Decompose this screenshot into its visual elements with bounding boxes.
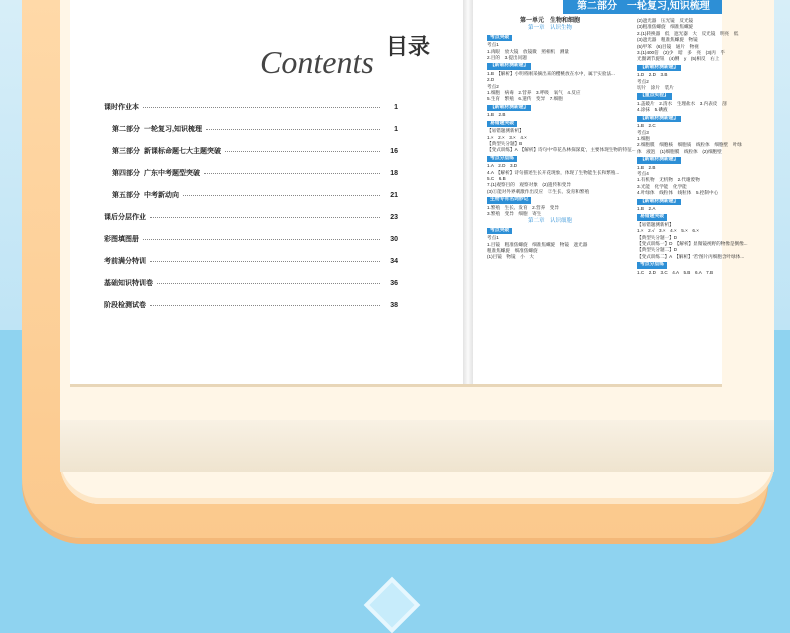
toc-leader: [206, 129, 380, 130]
toc-leader: [150, 305, 380, 306]
answer-line: 1.B 【解析】小明将刚采摘出来的樱桃放在水中，属于实验法...: [487, 70, 615, 76]
toc-leader: [143, 239, 380, 240]
toc-page-number: 1: [394, 125, 398, 133]
toc-label: 中考新动向: [144, 192, 179, 199]
toc-part: 第五部分: [112, 192, 140, 199]
stand-shelf: [60, 420, 774, 472]
answer-line: 7.(1)观察目的 观察对象 (2)遗传和变异: [487, 182, 571, 188]
answer-page: [473, 0, 748, 384]
answer-tag-row: [487, 103, 613, 112]
answer-line: 光圈调节旋钮 (4)侧 y (5)相反 右上: [637, 56, 720, 62]
answer-tag: 【新载材测新题】: [637, 116, 681, 122]
answer-tag-row: [637, 155, 721, 164]
answer-line: (5)甲苯 (6)目镜 通片 物视: [637, 43, 699, 49]
open-book: [70, 0, 748, 384]
toc-row: [104, 184, 398, 206]
answer-line: 1.细胞 病毒 2.营养 3.呼吸 氧气 4.反应: [487, 90, 581, 96]
answer-tag: 易错题突破: [487, 121, 517, 127]
toc-leader: [143, 107, 380, 108]
answer-line: 3.(1)400倍 (2)少 暗 多 亮 (3)丙 乎: [637, 50, 726, 56]
answer-tag: 【重点实验】: [637, 93, 672, 99]
answer-line: 3.繁殖 变异 细胞 寄生: [487, 210, 542, 216]
answer-line: 粗准焦螺旋 细准焦螺旋: [487, 248, 538, 253]
unit-title: 第一单元 生物和细胞: [519, 18, 580, 24]
answer-line: (2)遮光器 压光镜 反光镜: [637, 18, 694, 23]
answer-tag: 【新载材测新题】: [637, 65, 681, 71]
answer-line: 4.叶绿体 线粒体 线粒体 5.控制中心: [637, 190, 719, 196]
toc-row: [104, 162, 398, 184]
answer-line: 【典型失分题二】D: [637, 247, 678, 253]
toc-page-number: 1: [394, 103, 398, 111]
answer-line: 1.B 2.C: [637, 123, 656, 129]
toc-leader: [225, 151, 380, 152]
answer-line: 【典型失分题】B: [487, 140, 523, 146]
answer-tag-row: [487, 154, 613, 163]
answer-line: 1.目镜 粗准焦螺旋 细准焦螺旋 物镜 遮光器: [487, 241, 588, 247]
answer-tag: 【新载材测新题】: [487, 105, 531, 111]
answer-column-left: [487, 18, 636, 261]
answer-line: 1.D 2.D 3.B: [637, 72, 668, 78]
answer-line: 1.B 2.A: [637, 205, 656, 211]
toc-leader: [150, 217, 380, 218]
toc-label: 新课标命题七大主题突破: [144, 148, 221, 155]
answer-tag-row: [637, 197, 721, 206]
answer-line: 1.繁殖 生长、发育 2.营养 变异: [487, 204, 559, 210]
answer-line: 1.× 2.× 3.× 4.×: [487, 134, 527, 140]
toc-row: [104, 140, 398, 162]
answer-tag-row: [637, 114, 721, 123]
toc-row: [104, 206, 398, 228]
chapter-title: 第二章 认识细胞: [527, 218, 572, 225]
answer-tag-row: [487, 195, 613, 204]
answer-line: (3)粗准焦螺旋 细准焦螺旋: [637, 24, 694, 30]
answer-line: 【变式训练二】A 【解析】'若'图片丙细胞含叶绿体...: [637, 253, 745, 259]
toc-label: 基础知识特训卷: [104, 280, 153, 287]
toc-row: [104, 96, 398, 118]
answer-line: 【典型失分题一】D: [637, 234, 678, 240]
toc-row: [104, 250, 398, 272]
section-band: 第二部分 一轮复习,知识梳理: [563, 0, 722, 14]
toc-page-number: 36: [390, 279, 398, 287]
chapter-title: 第一章 认识生物: [527, 25, 572, 32]
toc-page-number: 23: [390, 213, 398, 221]
answer-line: 【易错题测新析】: [487, 128, 524, 134]
toc-leader: [183, 195, 380, 196]
answer-line: 1.B 2.B: [487, 112, 506, 118]
toc-page-number: 16: [390, 147, 398, 155]
answer-line: 考点3: [637, 129, 649, 135]
answer-line: 1.B 2.B: [637, 164, 656, 170]
toc-label: 广东中考题型突破: [144, 170, 200, 177]
answer-line: 1.细胞: [637, 135, 651, 141]
toc-label: 课时作业本: [104, 104, 139, 111]
answer-tag: 考点突破: [487, 228, 512, 234]
toc-row: [104, 118, 398, 140]
toc-label: 一轮复习,知识梳理: [144, 126, 202, 133]
toc-page-number: 38: [390, 301, 398, 309]
answer-tag-row: [487, 226, 613, 235]
answer-line: 【易错题测新析】: [637, 221, 674, 227]
toc-label: 考前满分特训: [104, 258, 146, 265]
toc-row: [104, 228, 398, 250]
answer-line: 考点1: [487, 42, 499, 48]
answer-line: 1.有机物 无机物 2.代谢废物: [637, 177, 700, 183]
answer-line: 2.(1)转换器 低 遮光器 大 反光镜 明亮 低: [637, 30, 739, 36]
answer-line: 1.盖破片 2.清水 生理盐水 3.内表皮 剖: [637, 100, 727, 106]
answer-tag-row: [637, 63, 721, 72]
answer-column-right: [637, 18, 748, 276]
answer-line: 2.细胞膜 细胞核 细胞质 线粒体 细胞壁 叶绿: [637, 142, 742, 148]
answer-tag-row: [637, 212, 721, 221]
answer-line: (1)目镜 物镜 小 大: [487, 254, 534, 260]
toc-title: 目录: [386, 34, 431, 59]
answer-line: (3)①能对外界刺激作出反应 ②生长、发育和繁殖: [487, 188, 590, 194]
toc-leader: [204, 173, 380, 174]
answer-line: 1.肉眼 放大镜 放镜微 照相机 测量: [487, 48, 569, 54]
answer-tag-row: [637, 91, 721, 100]
answer-tag: 易错题突破: [637, 214, 667, 220]
answer-tag: 生物专有名词妙记: [487, 197, 531, 203]
answer-line: 5.C 6.B: [487, 175, 506, 181]
toc-row: [104, 294, 398, 316]
answer-tag-row: [487, 61, 613, 70]
answer-tag-row: [487, 119, 613, 128]
answer-tag: 考点突破: [487, 35, 512, 41]
toc-label: 阶段检测试卷: [104, 302, 146, 309]
toc-label: 课后分层作业: [104, 214, 146, 221]
toc-page-number: 18: [390, 169, 398, 177]
answer-line: 【变式训练一】D 【解析】显微镜视野的物像是倒像...: [637, 241, 748, 246]
answer-line: 1.C 2.D 3.C 4.A 5.B 6.A 7.B: [637, 269, 714, 275]
toc-list: [104, 96, 398, 316]
answer-tag: 考点分层练: [637, 262, 667, 268]
toc-page-number: 21: [390, 191, 398, 199]
answer-line: 考点2: [487, 83, 499, 89]
answer-line: 4.涂抹 5.碘液: [637, 107, 668, 113]
toc-part: 第三部分: [112, 148, 140, 155]
toc-title-english: Contents: [260, 44, 374, 80]
answer-line: 2.目的 3.提出问题: [487, 55, 527, 61]
answer-line: 体 液泡 (1)细胞膜 线粒体 (2)细胞壁: [637, 148, 722, 154]
toc-part: 第四部分: [112, 170, 140, 177]
answer-line: 4.A 【解析】诗句描述生长开花现象，体现了生物能生长和繁殖...: [487, 169, 620, 175]
toc-page-number: 34: [390, 257, 398, 265]
answer-tag-row: [487, 33, 613, 42]
answer-line: 2.D: [487, 77, 495, 83]
toc-page: [70, 0, 463, 384]
answer-line: 考点1: [487, 235, 499, 241]
answer-tag: 【新载材测新题】: [637, 199, 681, 205]
answer-tag-row: [637, 260, 721, 269]
toc-part: 第二部分: [112, 126, 140, 133]
answer-tag: 【新载材测新题】: [487, 63, 531, 69]
answer-line: (3)遮光器 粗准焦螺旋 物镜: [637, 37, 698, 43]
toc-leader: [157, 283, 380, 284]
answer-line: 考点4: [637, 170, 649, 176]
toc-leader: [150, 261, 380, 262]
answer-line: 5.生育 繁殖 6.遗传 变异 7.细胞: [487, 96, 563, 102]
answer-line: 切片 涂片 装片: [637, 85, 674, 91]
answer-line: 1.A 2.D 3.D: [487, 163, 518, 169]
answer-line: 考点2: [637, 78, 649, 84]
answer-tag: 【新载材测新题】: [637, 157, 681, 163]
answer-line: 1.× 2.√ 3.× 4.× 5.× 6.×: [637, 228, 699, 234]
answer-tag: 考点分层练: [487, 156, 517, 162]
answer-line: 3.光能 化学能 化学能: [637, 183, 687, 189]
toc-page-number: 30: [390, 235, 398, 243]
toc-row: [104, 272, 398, 294]
answer-line: 【变式训练】A 【解析】诗句中'草花丛林探深夏'，主要体现生物的特征...: [487, 147, 636, 153]
book-spine: [463, 0, 473, 384]
toc-label: 彩图填图册: [104, 236, 139, 243]
